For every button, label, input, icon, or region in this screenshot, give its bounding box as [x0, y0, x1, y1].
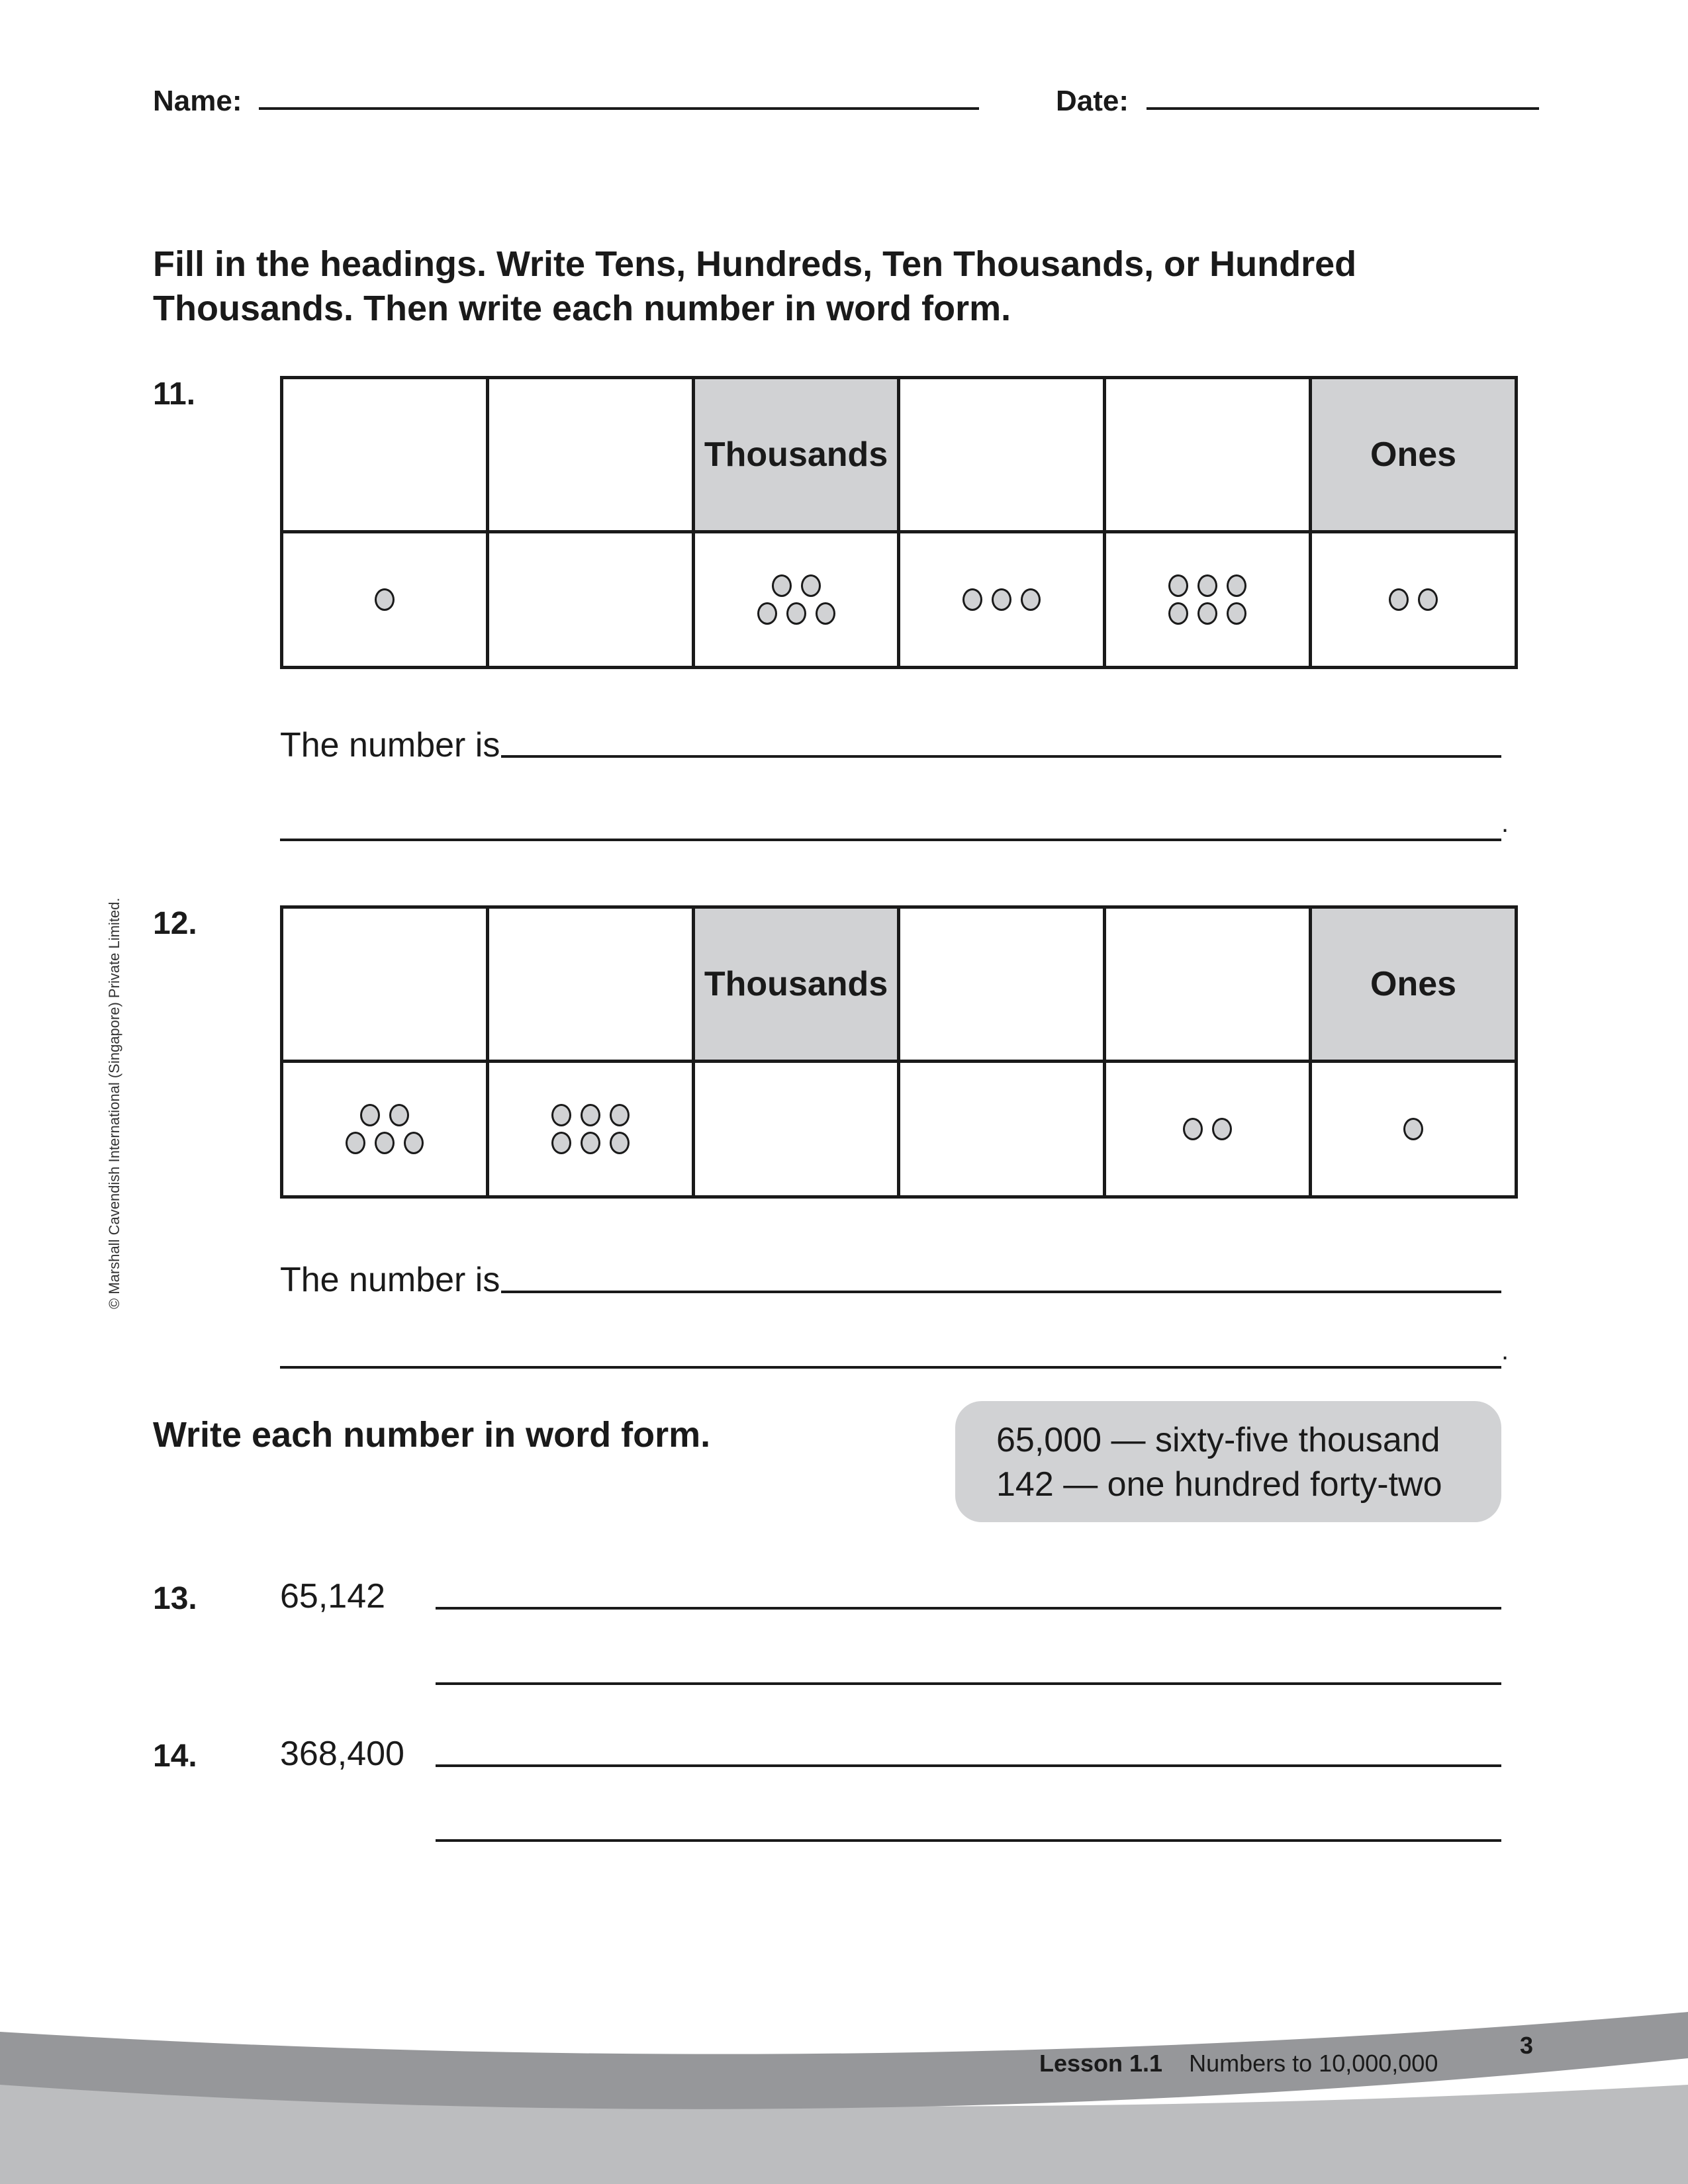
heading-blank[interactable]	[1105, 378, 1311, 532]
end-period: .	[1501, 1336, 1509, 1365]
lesson-number: Lesson 1.1	[1039, 2050, 1163, 2077]
counter-dot-icon	[1403, 1118, 1423, 1140]
counter-dot-icon	[1389, 588, 1409, 611]
copyright: © Marshall Cavendish International (Singapore) Private Limited.	[106, 897, 122, 1309]
footer-wave	[0, 2012, 1688, 2184]
dot-cell	[487, 1062, 693, 1197]
heading-ones: Ones	[1311, 378, 1517, 532]
heading-blank[interactable]	[899, 907, 1105, 1062]
heading-blank[interactable]	[282, 378, 488, 532]
counter-dot-icon	[1168, 602, 1188, 625]
answer-line-2[interactable]	[280, 839, 1501, 841]
dot-cell	[899, 532, 1105, 668]
problem-number: 13.	[153, 1581, 197, 1616]
counter-dot-icon	[757, 602, 777, 625]
heading-ones: Ones	[1311, 907, 1517, 1062]
dot-cell	[1311, 532, 1517, 668]
instructions-line1: Fill in the headings. Write Tens, Hundreds, Ten Thousands, or Hundred	[153, 244, 1357, 284]
heading-blank[interactable]	[487, 907, 693, 1062]
problem-number: 14.	[153, 1739, 197, 1774]
answer-line[interactable]	[436, 1607, 1501, 1610]
counter-dot-icon	[581, 1132, 600, 1154]
answer-line-2[interactable]	[436, 1839, 1501, 1842]
dot-row	[1312, 1118, 1515, 1140]
dot-cell	[899, 1062, 1105, 1197]
problem-number: 11.	[153, 377, 196, 412]
dot-cell	[1311, 1062, 1517, 1197]
counter-dot-icon	[1227, 574, 1246, 597]
example-line2: 142 — one hundred forty-two	[996, 1465, 1442, 1504]
example-box	[955, 1401, 1501, 1522]
footer-lesson	[1039, 2050, 1438, 2077]
dot-cell	[693, 532, 899, 668]
counter-dot-icon	[1197, 574, 1217, 597]
date-field[interactable]	[1147, 107, 1539, 110]
counter-dot-icon	[551, 1104, 571, 1126]
counter-dot-icon	[389, 1104, 409, 1126]
counter-dot-icon	[801, 574, 821, 597]
counter-dot-icon	[360, 1104, 380, 1126]
answer-label: The number is	[280, 726, 500, 764]
dot-row	[695, 574, 898, 597]
answer-line[interactable]	[501, 1291, 1501, 1293]
place-value-chart-11	[280, 376, 1518, 669]
instructions	[153, 242, 1356, 331]
section-title: Write each number in word form.	[153, 1415, 711, 1455]
dot-cell	[487, 532, 693, 668]
counter-dot-icon	[1021, 588, 1041, 611]
dot-cell	[693, 1062, 899, 1197]
dot-cell	[1105, 1062, 1311, 1197]
heading-thousands: Thousands	[693, 907, 899, 1062]
heading-thousands: Thousands	[693, 378, 899, 532]
counter-dot-icon	[346, 1132, 365, 1154]
counter-dot-icon	[1212, 1118, 1232, 1140]
counter-dot-icon	[1227, 602, 1246, 625]
place-value-chart-12	[280, 905, 1518, 1199]
counter-dot-icon	[551, 1132, 571, 1154]
date-label: Date:	[1056, 85, 1129, 117]
dot-cell	[282, 532, 488, 668]
dot-row	[1106, 574, 1309, 597]
counter-dot-icon	[962, 588, 982, 611]
counter-dot-icon	[375, 588, 395, 611]
dot-row	[1106, 602, 1309, 625]
lesson-topic: Numbers to 10,000,000	[1189, 2050, 1438, 2077]
answer-line[interactable]	[501, 755, 1501, 758]
counter-dot-icon	[404, 1132, 424, 1154]
counter-dot-icon	[375, 1132, 395, 1154]
example-line1: 65,000 — sixty-five thousand	[996, 1421, 1440, 1459]
counter-dot-icon	[1183, 1118, 1203, 1140]
heading-blank[interactable]	[1105, 907, 1311, 1062]
counter-dot-icon	[786, 602, 806, 625]
counter-dot-icon	[581, 1104, 600, 1126]
dot-row	[489, 1132, 692, 1154]
counter-dot-icon	[610, 1132, 630, 1154]
heading-blank[interactable]	[899, 378, 1105, 532]
dot-row	[283, 1104, 486, 1126]
answer-line-2[interactable]	[280, 1366, 1501, 1369]
item-value: 65,142	[280, 1577, 386, 1615]
instructions-line2: Thousands. Then write each number in word form.	[153, 289, 1011, 328]
dot-cell	[282, 1062, 488, 1197]
dot-row	[489, 1104, 692, 1126]
heading-blank[interactable]	[487, 378, 693, 532]
dot-row	[1312, 588, 1515, 611]
page-number: 3	[1520, 2032, 1534, 2059]
answer-label: The number is	[280, 1261, 500, 1299]
answer-line[interactable]	[436, 1764, 1501, 1767]
dot-row	[283, 588, 486, 611]
dot-row	[1106, 1118, 1309, 1140]
end-period: .	[1501, 809, 1509, 838]
answer-line-2[interactable]	[436, 1682, 1501, 1685]
dot-row	[900, 588, 1103, 611]
problem-number: 12.	[153, 906, 197, 941]
counter-dot-icon	[610, 1104, 630, 1126]
counter-dot-icon	[1168, 574, 1188, 597]
dot-row	[283, 1132, 486, 1154]
counter-dot-icon	[992, 588, 1011, 611]
dot-cell	[1105, 532, 1311, 668]
counter-dot-icon	[1418, 588, 1438, 611]
counter-dot-icon	[1197, 602, 1217, 625]
dot-row	[695, 602, 898, 625]
counter-dot-icon	[816, 602, 835, 625]
counter-dot-icon	[772, 574, 792, 597]
name-field[interactable]	[259, 107, 979, 110]
item-value: 368,400	[280, 1735, 404, 1773]
name-label: Name:	[153, 85, 242, 117]
heading-blank[interactable]	[282, 907, 488, 1062]
